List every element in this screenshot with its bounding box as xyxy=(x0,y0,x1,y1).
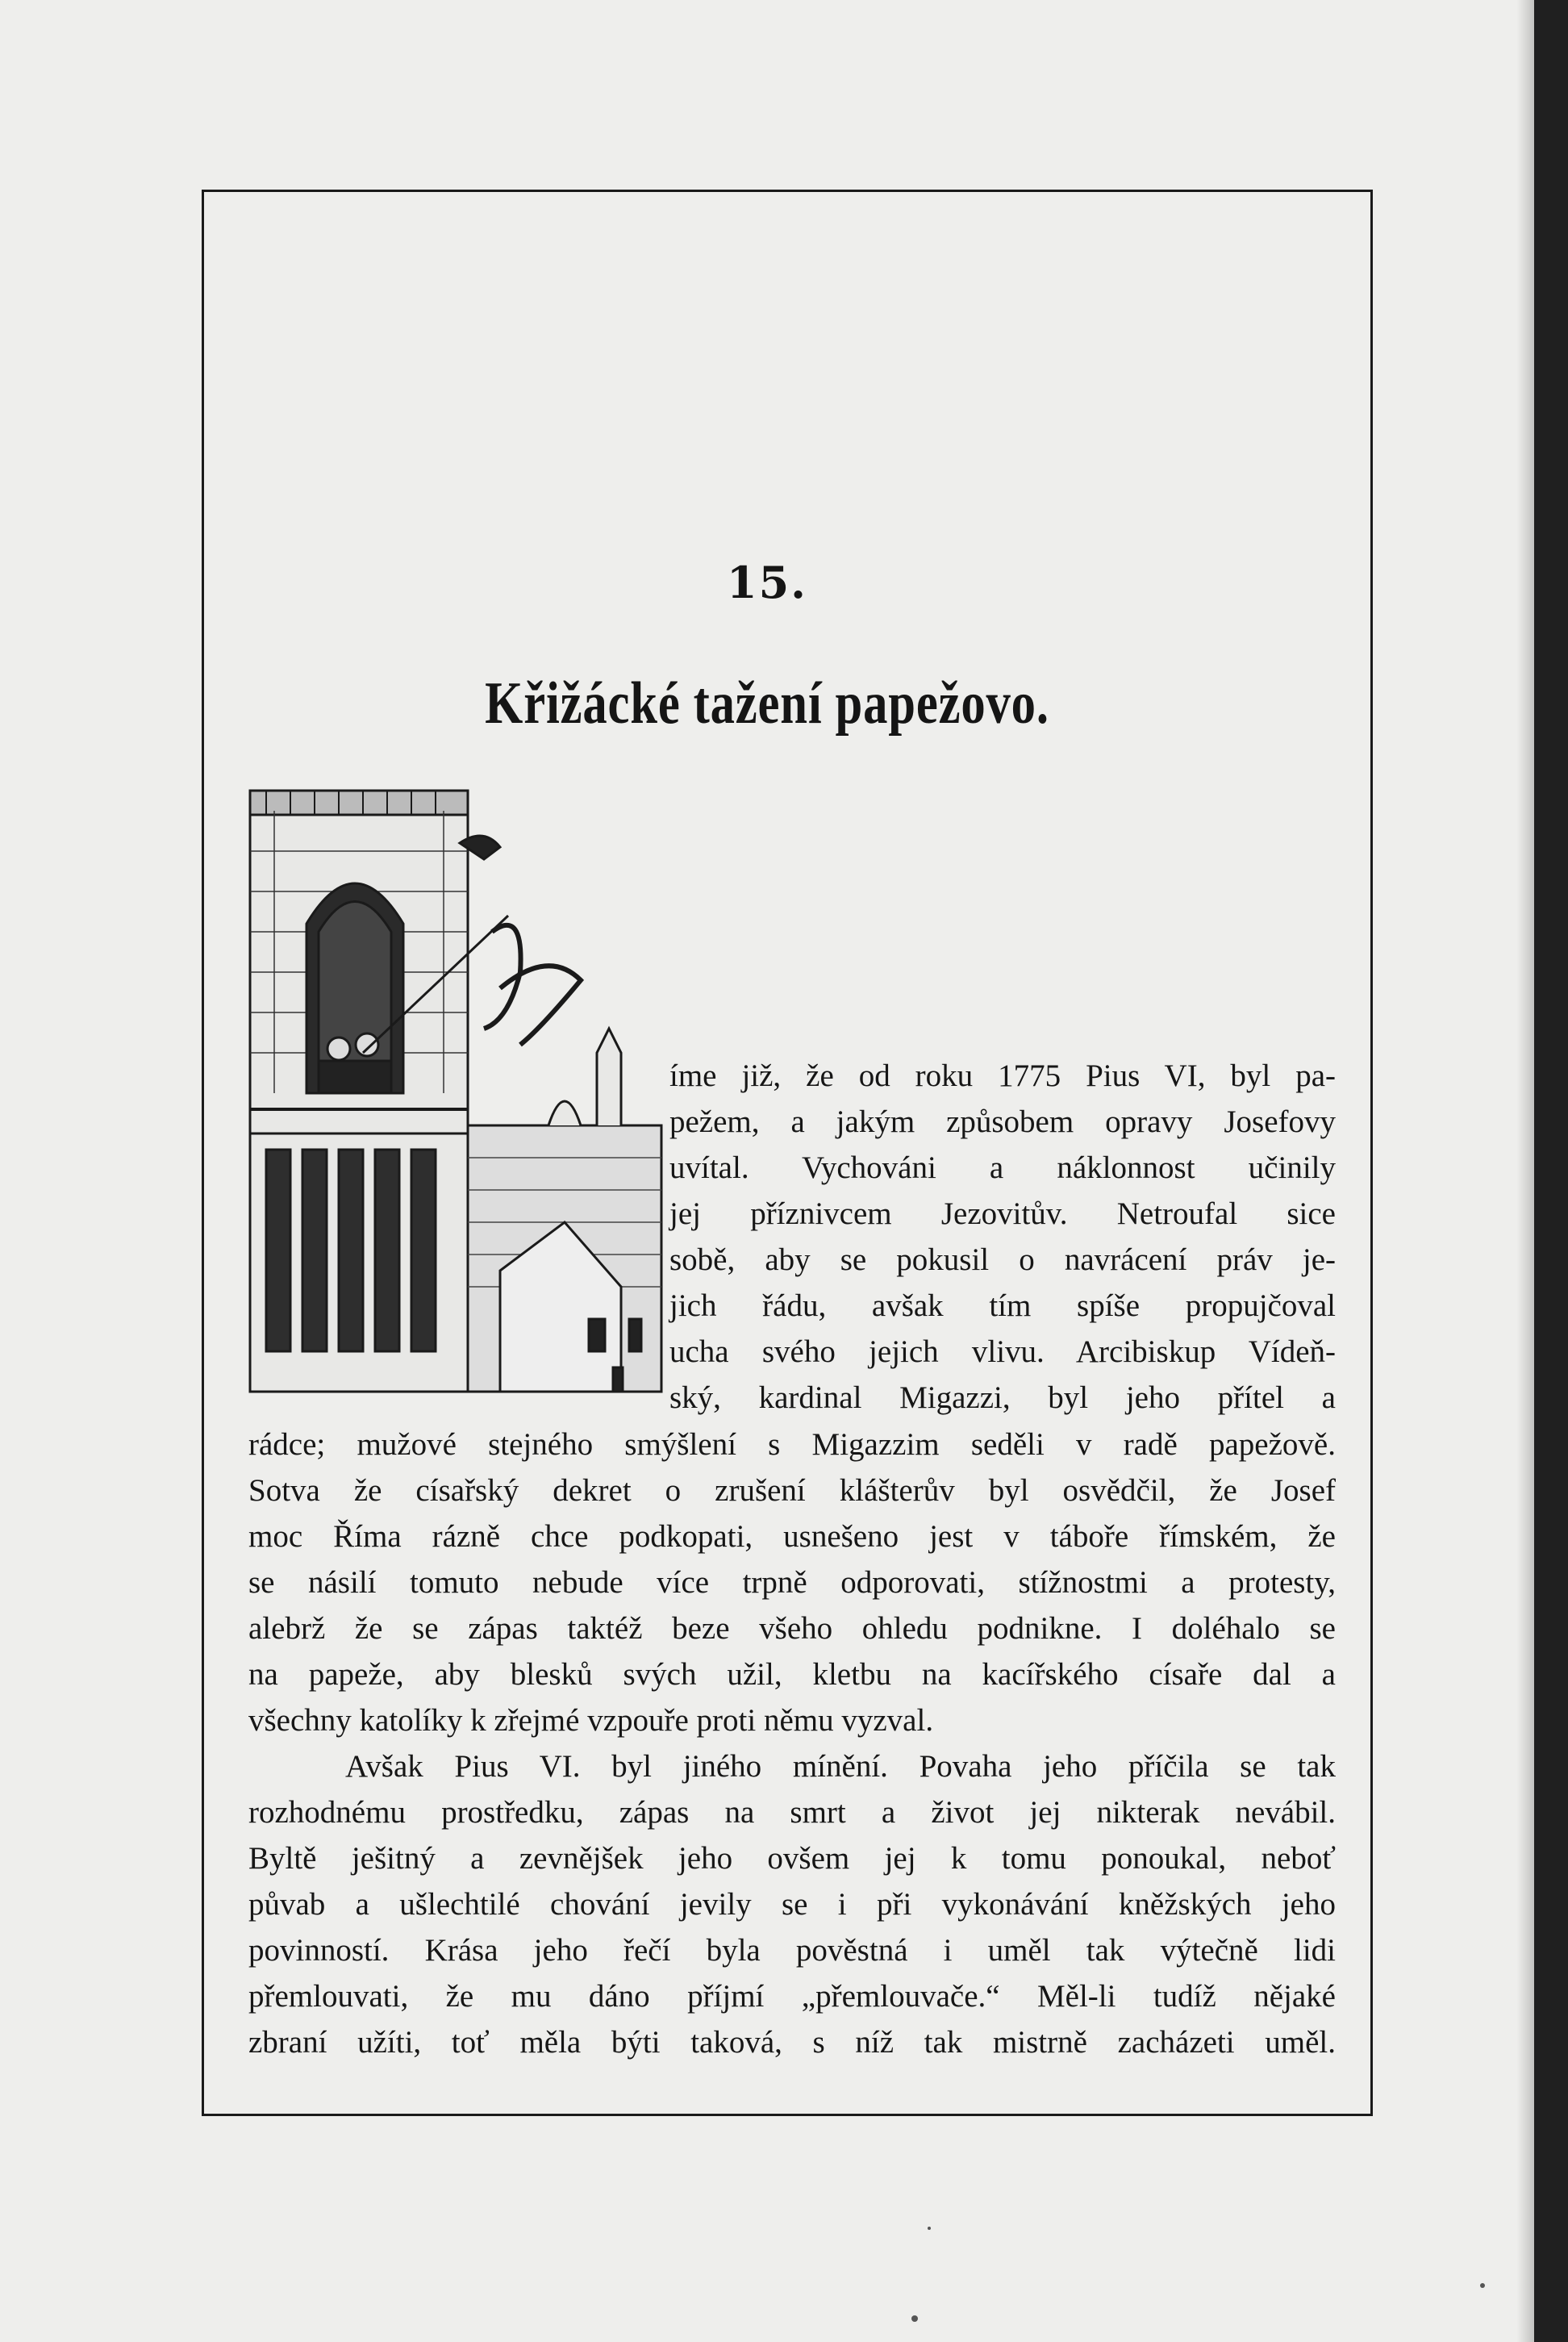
main-text-body xyxy=(248,1421,1336,2065)
text-line: přemlouvati, že mu dáno příjmí „přemlouvače.“ Měl-li tudíž nějaké xyxy=(248,1979,1336,2014)
text-line: rádce; mužové stejného smýšlení s Migazzim seděli v radě papežově. xyxy=(248,1427,1336,1462)
text-line: všechny katolíky k zřejmé vzpouře proti němu vyzval. xyxy=(248,1703,934,1738)
text-line: pežem, a jakým způsobem opravy Josefovy xyxy=(669,1104,1336,1139)
text-line: ský, kardinal Migazzi, byl jeho přítel a xyxy=(669,1380,1336,1415)
text-line: alebrž že se zápas taktéž beze všeho ohledu podnikne. I doléhalo se xyxy=(248,1611,1336,1646)
text-line: ucha svého jejich vlivu. Arcibiskup Vídeň- xyxy=(669,1334,1336,1369)
chapter-title: Křižácké tažení papežovo. xyxy=(485,670,1049,737)
text-line: zbraní užíti, toť měla býti taková, s níž tak mistrně zacházeti uměl. xyxy=(248,2025,1336,2060)
text-line: Avšak Pius VI. byl jiného mínění. Povaha jeho příčila se tak xyxy=(345,1749,1336,1784)
text-line: Sotva že císařský dekret o zrušení klášterův byl osvědčil, že Josef xyxy=(248,1473,1336,1508)
text-line: půvab a ušlechtilé chování jevily se i při vykonávání kněžských jeho xyxy=(248,1887,1336,1922)
text-line: sobě, aby se pokusil o navrácení práv je- xyxy=(669,1242,1336,1277)
text-line: jich řádu, avšak tím spíše propujčoval xyxy=(669,1288,1336,1323)
text-line: Byltě ješitný a zevnějšek jeho ovšem jej k tomu ponoukal, neboť xyxy=(248,1841,1336,1876)
wrapped-paragraph xyxy=(669,1053,1336,1421)
page-edge-shadow xyxy=(1516,0,1534,2342)
text-line: rozhodnému prostředku, zápas na smrt a život jej nikterak nevábil. xyxy=(248,1795,1336,1830)
text-line: na papeže, aby blesků svých užil, kletbu na kacířského císaře dal a xyxy=(248,1657,1336,1692)
text-line: jej příznivcem Jezovitův. Netroufal sice xyxy=(669,1196,1336,1231)
paper-speck xyxy=(1480,2283,1485,2288)
text-line: se násilí tomuto nebude více trpně odporovati, stížnostmi a protesty, xyxy=(248,1565,1336,1600)
cathedral-window-illustration xyxy=(242,787,678,1416)
chapter-number: 15. xyxy=(727,557,807,608)
text-line: íme již, že od roku 1775 Pius VI, byl pa- xyxy=(669,1058,1336,1093)
text-line: uvítal. Vychováni a náklonnost učinily xyxy=(669,1150,1336,1185)
paper-speck xyxy=(928,2227,931,2230)
text-line: moc Říma rázně chce podkopati, usnešeno jest v táboře římském, že xyxy=(248,1519,1336,1554)
paper-speck xyxy=(911,2315,918,2322)
text-line: povinností. Krása jeho řečí byla pověstná i uměl tak výtečně lidi xyxy=(248,1933,1336,1968)
